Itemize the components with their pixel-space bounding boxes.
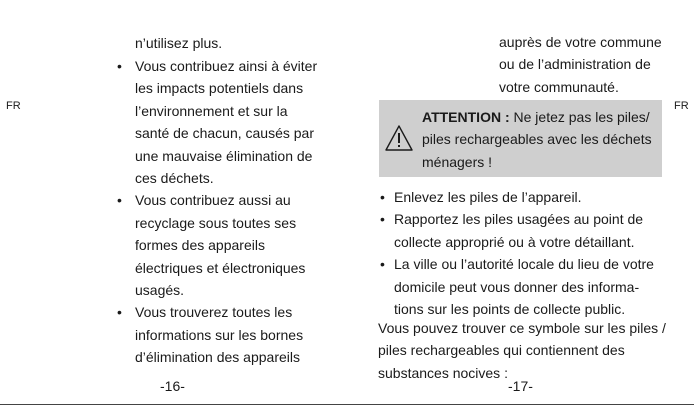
- right-bullet-list: [380, 186, 666, 320]
- left-bullet-list: [117, 55, 325, 369]
- bullet-icon: •: [117, 192, 122, 209]
- language-tab-right: FR: [674, 100, 689, 112]
- bullet-text: Vous trouverez toutes les informations sur les bornes d’élimination des appareils: [135, 304, 304, 366]
- list-item: [380, 253, 666, 320]
- warning-triangle-icon: [384, 124, 414, 152]
- bullet-icon: •: [117, 304, 122, 321]
- bullet-icon: •: [380, 189, 385, 205]
- bullet-text: Enlevez les piles de l’appareil.: [394, 189, 582, 205]
- attention-label: ATTENTION :: [422, 109, 510, 125]
- left-carry-text: n’utilisez plus.: [135, 35, 223, 51]
- list-item: [117, 301, 325, 368]
- attention-message: Ne jetez pas les piles/ piles rechargeables avec les déchets ménagers !: [422, 109, 652, 170]
- list-item: [117, 55, 325, 189]
- bullet-text: Vous contribuez aussi au recyclage sous toutes ses formes des appareils électriques et électroniques usagés.: [135, 192, 306, 299]
- bullet-text: La ville ou l’autorité locale du lieu de votre domicile peut vous donner des informa- tions sur les points de collecte public.: [394, 256, 654, 318]
- bullet-icon: •: [117, 58, 122, 74]
- bottom-divider: [0, 404, 694, 405]
- bullet-icon: •: [380, 211, 385, 228]
- closing-paragraph: Vous pouvez trouver ce symbole sur les piles / piles rechargeables qui contiennent des substances nocives :: [378, 320, 666, 381]
- page-number-left: -16-: [160, 378, 185, 394]
- bullet-text: Rapportez les piles usagées au point de collecte approprié ou à votre détaillant.: [394, 211, 644, 250]
- page-number-right: -17-: [508, 378, 533, 394]
- list-item: [380, 208, 666, 253]
- attention-box: [379, 100, 662, 177]
- right-carry-text: auprès de votre commune ou de l’administration de votre communauté.: [499, 34, 662, 95]
- list-item: [117, 189, 325, 301]
- bullet-icon: •: [380, 256, 385, 273]
- language-tab-left: FR: [6, 100, 21, 112]
- list-item: [380, 186, 666, 208]
- bullet-text: Vous contribuez ainsi à éviter les impacts potentiels dans l’environnement et sur la santé de chacun, causés par une mauvaise élimination de ces déchets.: [135, 58, 318, 187]
- left-page: [0, 0, 347, 404]
- attention-text: [422, 106, 662, 173]
